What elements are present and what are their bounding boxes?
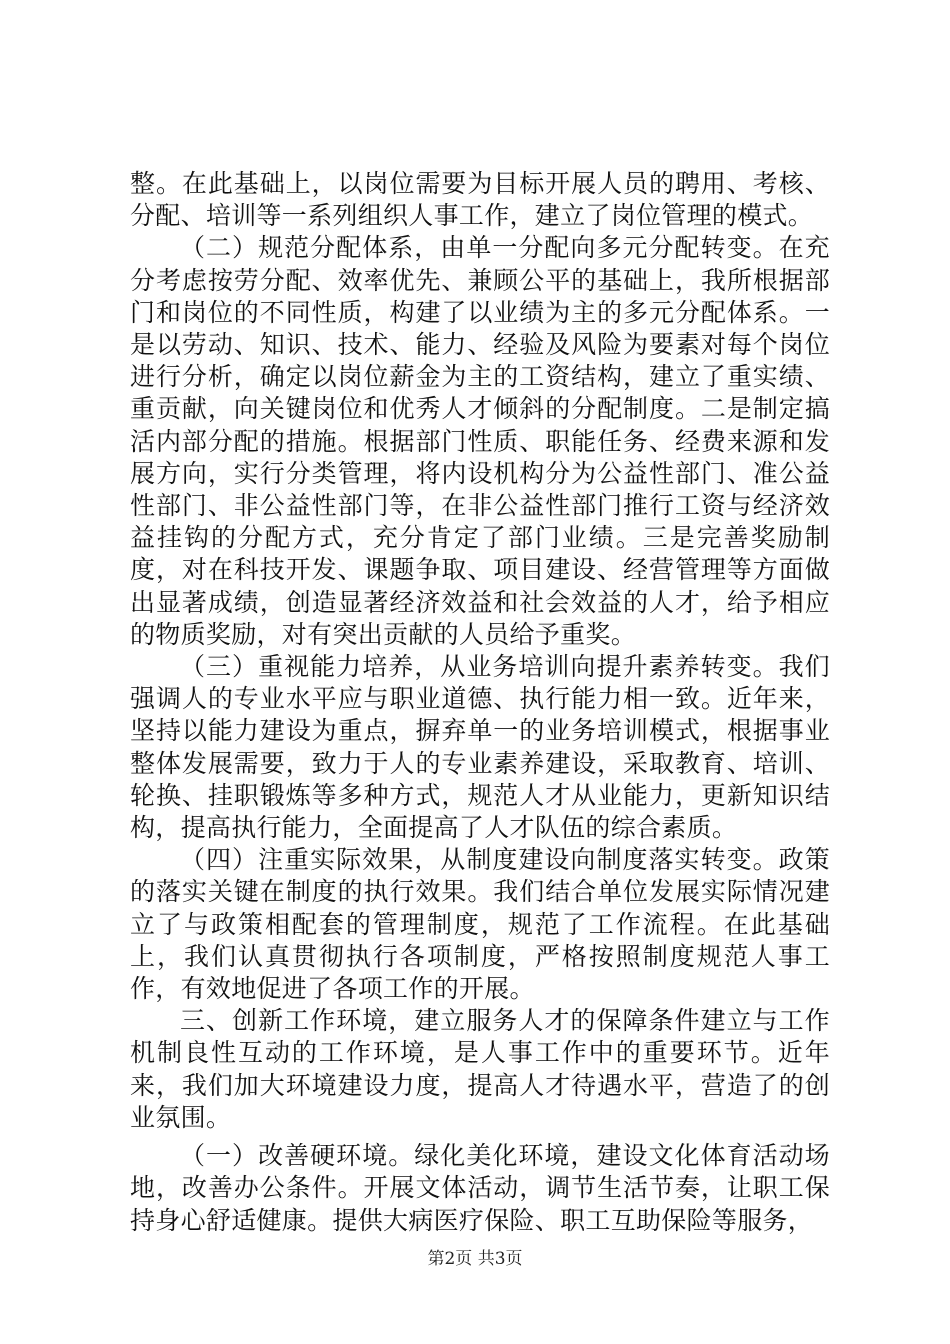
paragraph-3: （三）重视能力培养，从业务培训向提升素养转变。我们强调人的专业水平应与职业道德、执行能力相一致。近年来，坚持以能力建设为重点，摒弃单一的业务培训模式，根据事业整体发展需要，致力于人的专业素养建设，采取教育、培训、轮换、挂职锻炼等多种方式，规范人才从业能力，更新知识结构，提高执行能力，全面提高了人才队伍的综合素质。 xyxy=(130,652,830,843)
paragraph-1: 整。在此基础上，以岗位需要为目标开展人员的聘用、考核、分配、培训等一系列组织人事工作，建立了岗位管理的模式。 xyxy=(130,169,830,231)
page-footer: 第2页 共3页 xyxy=(427,1249,523,1269)
paragraph-2: （二）规范分配体系，由单一分配向多元分配转变。在充分考虑按劳分配、效率优先、兼顾公平的基础上，我所根据部门和岗位的不同性质，构建了以业绩为主的多元分配体系。一是以劳动、知识、技术、能力、经验及风险为要素对每个岗位进行分析，确定以岗位薪金为主的工资结构，建立了重实绩、重贡献，向关键岗位和优秀人才倾斜的分配制度。二是制定搞活内部分配的措施。根据部门性质、职能任务、经费来源和发展方向，实行分类管理，将内设机构分为公益性部门、准公益性部门、非公益性部门等，在非公益性部门推行工资与经济效益挂钩的分配方式，充分肯定了部门业绩。三是完善奖励制度，对在科技开发、课题争取、项目建设、经营管理等方面做出显著成绩，创造显著经济效益和社会效益的人才，给予相应的物质奖励，对有突出贡献的人员给予重奖。 xyxy=(130,233,830,649)
paragraph-4: （四）注重实际效果，从制度建设向制度落实转变。政策的落实关键在制度的执行效果。我们结合单位发展实际情况建立了与政策相配套的管理制度，规范了工作流程。在此基础上，我们认真贯彻执行各项制度，严格按照制度规范人事工作，有效地促进了各项工作的开展。 xyxy=(130,845,830,1004)
paragraph-6: （一）改善硬环境。绿化美化环境，建设文化体育活动场地，改善办公条件。开展文体活动，调节生活节奏，让职工保持身心舒适健康。提供大病医疗保险、职工互助保险等服务， xyxy=(130,1141,830,1235)
paragraph-5: 三、创新工作环境，建立服务人才的保障条件建立与工作机制良性互动的工作环境，是人事工作中的重要环节。近年来，我们加大环境建设力度，提高人才待遇水平，营造了的创业氛围。 xyxy=(130,1006,830,1132)
document-body xyxy=(130,168,830,1237)
